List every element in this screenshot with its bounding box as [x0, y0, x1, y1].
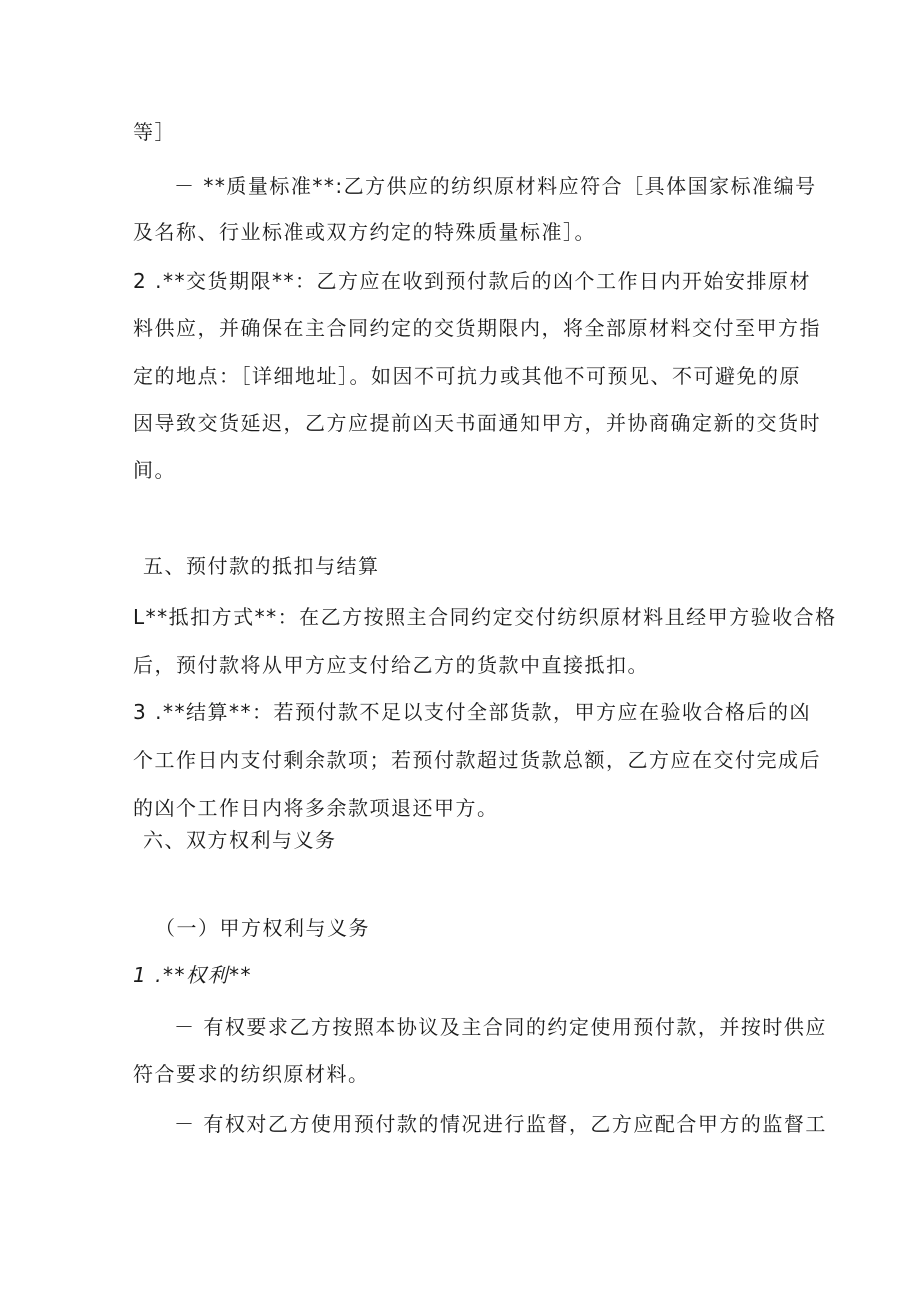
subsection-heading: （一）甲方权利与义务 [155, 916, 370, 940]
text-line: 1 .**权利** [133, 963, 252, 987]
text-line: 符合要求的纺织原材料。 [133, 1062, 370, 1086]
section-heading: 六、双方权利与义务 [143, 828, 337, 852]
text-line: 个工作日内支付剩余款项；若预付款超过货款总额，乙方应在交付完成后 [133, 748, 821, 772]
text-line: 等］ [133, 120, 176, 144]
text-line: 2 .**交货期限**：乙方应在收到预付款后的凶个工作日内开始安排原材 [133, 269, 811, 293]
text-line: － 有权对乙方使用预付款的情况进行监督，乙方应配合甲方的监督工 [174, 1112, 827, 1136]
text-line: L**抵扣方式**：在乙方按照主合同约定交付纺织原材料且经甲方验收合格 [133, 605, 837, 629]
text-line: － **质量标准**:乙方供应的纺织原材料应符合［具体国家标准编号 [174, 174, 817, 198]
text-line: 料供应，并确保在主合同约定的交货期限内，将全部原材料交付至甲方指 [133, 316, 821, 340]
text-line: 因导致交货延迟，乙方应提前凶天书面通知甲方，并协商确定新的交货时 [133, 411, 821, 435]
section-heading: 五、预付款的抵扣与结算 [143, 554, 380, 578]
text-line: 后，预付款将从甲方应支付给乙方的货款中直接抵扣。 [133, 653, 649, 677]
text-line: 及名称、行业标准或双方约定的特殊质量标准］。 [133, 220, 596, 244]
text-line: － 有权要求乙方按照本协议及主合同的约定使用预付款，并按时供应 [174, 1015, 827, 1039]
text-line: 的凶个工作日内将多余款项退还甲方。 [133, 796, 499, 820]
text-line: 定的地点：［详细地址］。如因不可抗力或其他不可预见、不可避免的原 [133, 364, 801, 388]
text-line: 3 .**结算**：若预付款不足以支付全部货款，甲方应在验收合格后的凶 [133, 700, 811, 724]
text-line: 间。 [133, 458, 176, 482]
